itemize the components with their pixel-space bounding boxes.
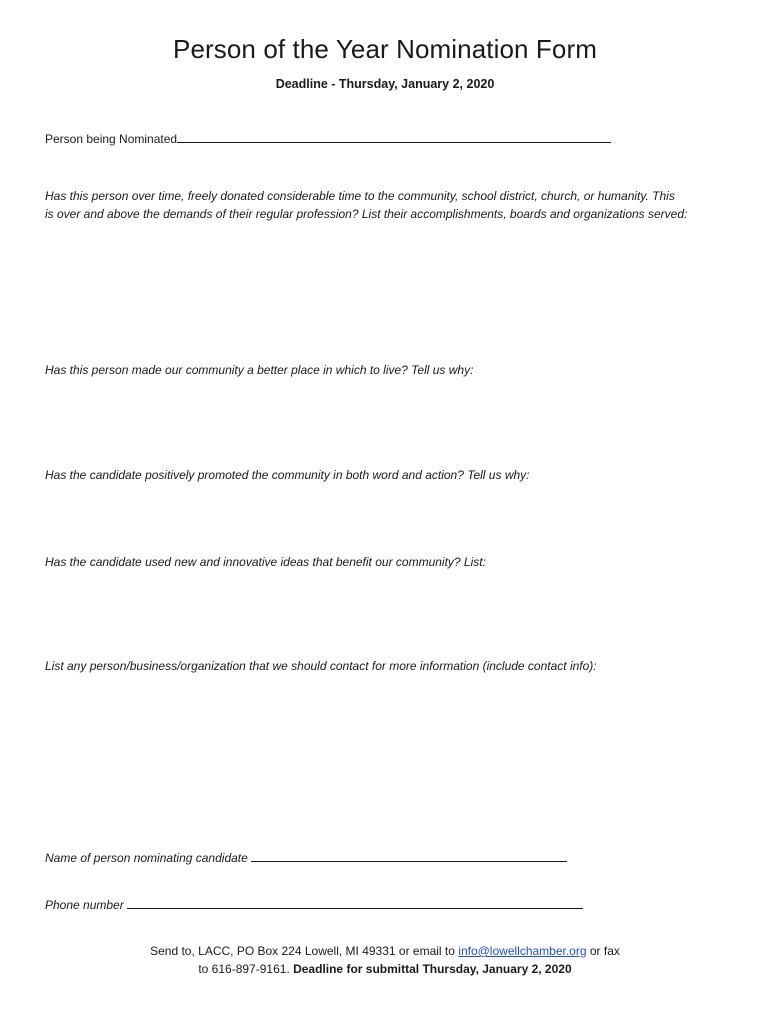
deadline-subtitle: Deadline - Thursday, January 2, 2020	[275, 77, 495, 91]
question-volunteer-time-line1: Has this person over time, freely donated considerable time to the community, school district, church, or humanity. This	[45, 189, 675, 203]
footer-address: Send to, LACC, PO Box 224 Lowell, MI 49331 or email to	[150, 944, 459, 958]
nominator-field	[45, 849, 567, 865]
question-promoted-community: Has the candidate positively promoted the community in both word and action? Tell us why:	[45, 468, 530, 482]
footer-line1	[0, 942, 770, 960]
nominator-label: Name of person nominating candidate	[45, 851, 248, 865]
question-volunteer-time	[45, 187, 735, 223]
footer-fax-number: to 616-897-9161.	[198, 962, 294, 976]
phone-input-line[interactable]	[127, 896, 583, 909]
question-volunteer-time-line2: is over and above the demands of their regular profession? List their accomplishments, boards and organizations served:	[45, 207, 688, 221]
footer-deadline: Deadline for submittal Thursday, January 2, 2020	[293, 962, 572, 976]
nominee-input-line[interactable]	[177, 130, 611, 143]
footer-fax-prefix: or fax	[586, 944, 620, 958]
question-innovative-ideas: Has the candidate used new and innovative ideas that benefit our community? List:	[45, 555, 486, 569]
submission-instructions	[0, 942, 770, 978]
nominator-input-line[interactable]	[251, 849, 567, 862]
nominee-field	[45, 130, 611, 146]
question-better-place: Has this person made our community a better place in which to live? Tell us why:	[45, 363, 474, 377]
phone-field	[45, 896, 583, 912]
email-link[interactable]: info@lowellchamber.org	[458, 944, 587, 958]
form-title: Person of the Year Nomination Form	[173, 34, 597, 64]
question-contacts: List any person/business/organization that we should contact for more information (include contact info):	[45, 659, 597, 673]
footer-line2	[0, 960, 770, 978]
phone-label: Phone number	[45, 898, 124, 912]
nominee-label: Person being Nominated	[45, 132, 178, 146]
